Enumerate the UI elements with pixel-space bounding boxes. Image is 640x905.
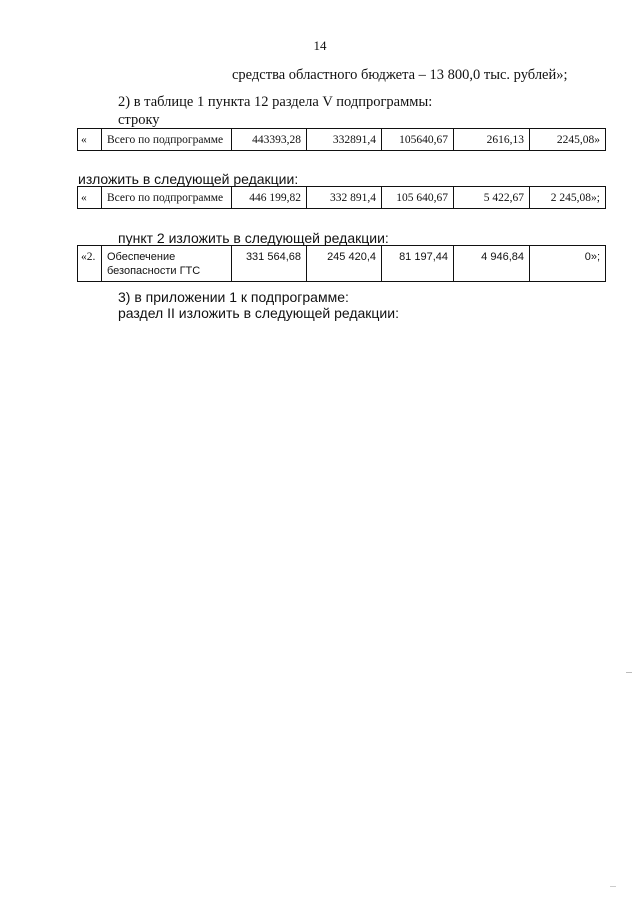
- value-total: 446 199,82: [232, 187, 307, 209]
- scan-artifact-mark: [626, 672, 632, 673]
- row-label: Всего по подпрограмме: [102, 187, 232, 209]
- value-regional: 81 197,44: [382, 246, 454, 282]
- value-total: 443393,28: [232, 129, 307, 151]
- table-row: [78, 129, 606, 151]
- section2-instruction: раздел II изложить в следующей редакции:: [118, 305, 399, 321]
- old-total-table: [77, 128, 606, 151]
- row-word: строку: [118, 112, 160, 128]
- quote-mark: «: [78, 129, 102, 151]
- row-label: Всего по подпрограмме: [102, 129, 232, 151]
- value-federal: 332891,4: [307, 129, 382, 151]
- table-row: [78, 246, 606, 282]
- point2-table: [77, 245, 606, 282]
- appendix-instruction: 3) в приложении 1 к подпрограмме:: [118, 289, 349, 305]
- quote-mark: «: [78, 187, 102, 209]
- scan-artifact-mark: [610, 886, 616, 887]
- budget-amount-line: средства областного бюджета – 13 800,0 тыс. рублей»;: [232, 67, 568, 83]
- row-label: Обеспечение безопасности ГТС: [102, 246, 232, 282]
- value-other: 2245,08»: [530, 129, 606, 151]
- value-regional: 105640,67: [382, 129, 454, 151]
- point2-instruction: пункт 2 изложить в следующей редакции:: [118, 230, 389, 246]
- value-total: 331 564,68: [232, 246, 307, 282]
- value-federal: 332 891,4: [307, 187, 382, 209]
- item-number: «2.: [78, 246, 102, 282]
- table-row: [78, 187, 606, 209]
- replace-instruction: изложить в следующей редакции:: [78, 171, 299, 187]
- value-local: 4 946,84: [454, 246, 530, 282]
- value-local: 5 422,67: [454, 187, 530, 209]
- value-federal: 245 420,4: [307, 246, 382, 282]
- table1-instruction: 2) в таблице 1 пункта 12 раздела V подпрограммы:: [118, 94, 433, 110]
- value-regional: 105 640,67: [382, 187, 454, 209]
- new-total-table: [77, 186, 606, 209]
- value-other: 0»;: [530, 246, 606, 282]
- value-other: 2 245,08»;: [530, 187, 606, 209]
- value-local: 2616,13: [454, 129, 530, 151]
- page-number: 14: [313, 38, 327, 53]
